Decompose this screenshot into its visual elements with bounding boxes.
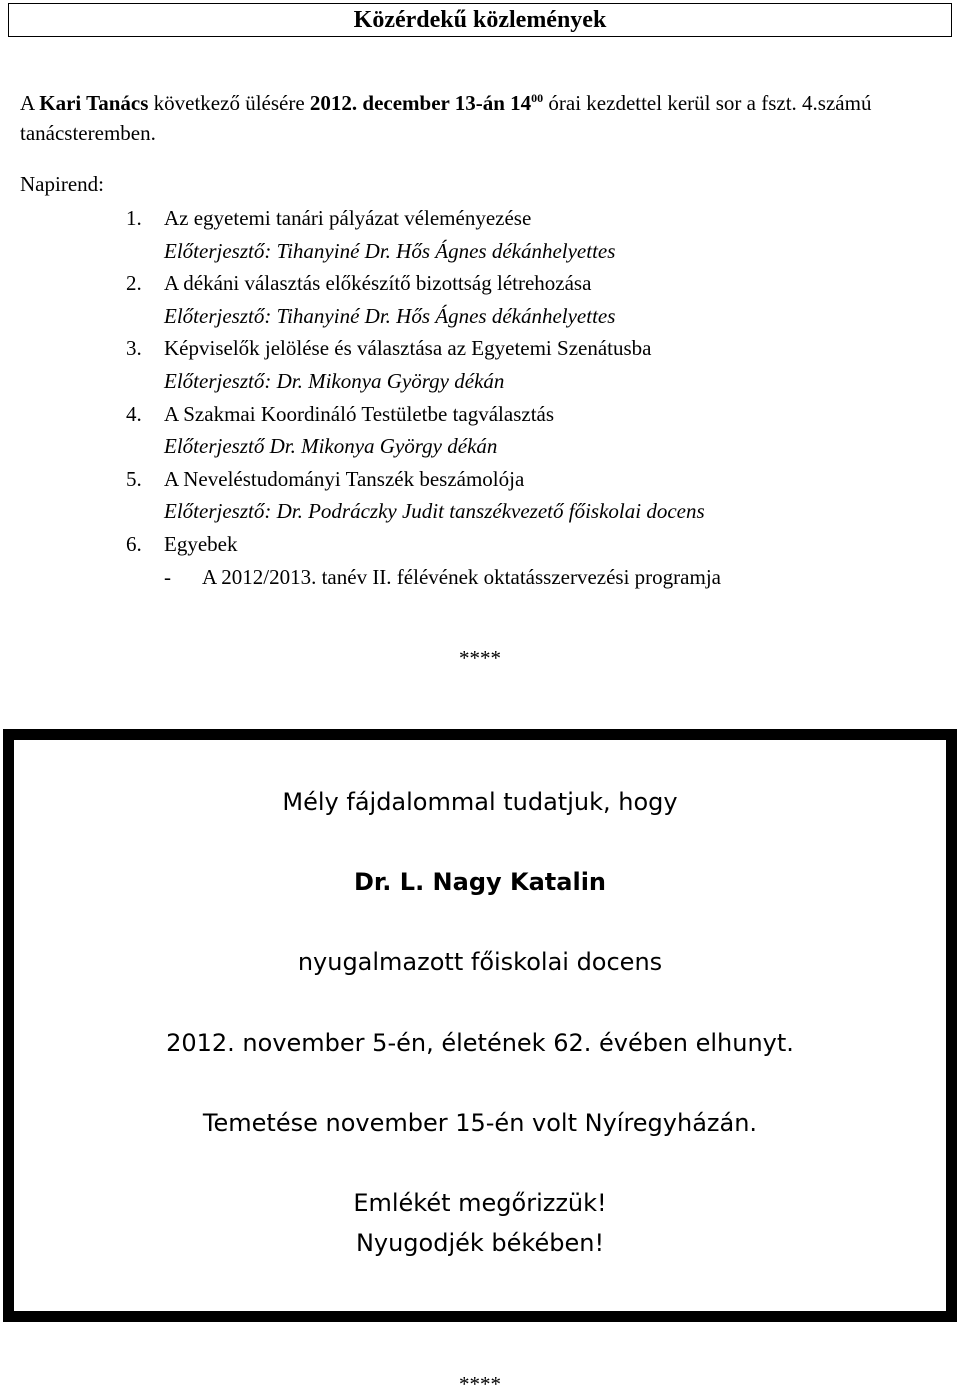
bottom-separator: **** xyxy=(459,1372,501,1396)
agenda-item-number: 4. xyxy=(126,401,142,426)
meeting-announcement xyxy=(20,88,945,148)
agenda-item xyxy=(126,267,721,300)
page-title-text: Közérdekű közlemények xyxy=(353,6,607,33)
intro-text-2: következő ülésére xyxy=(148,91,310,115)
obituary-funeral: Temetése november 15-én volt Nyíregyházán. xyxy=(202,1109,758,1137)
agenda-item-number: 1. xyxy=(126,206,142,230)
agenda-list xyxy=(126,202,721,593)
intro-text-1: A xyxy=(20,91,40,115)
agenda-sub-item xyxy=(126,561,721,594)
separator: **** xyxy=(459,646,501,670)
agenda-item-presenter: Előterjesztő: Tihanyiné Dr. Hős Ágnes dékánhelyettes xyxy=(164,303,616,328)
agenda-item-number: 5. xyxy=(126,466,142,491)
agenda-item-title: Az egyetemi tanári pályázat véleményezése xyxy=(164,206,532,230)
sub-item-text: A 2012/2013. tanév II. félévének oktatásszervezési programja xyxy=(202,564,721,589)
obituary-death-date: 2012. november 5-én, életének 62. évében elhunyt. xyxy=(166,1029,794,1057)
sub-item-dash: - xyxy=(164,564,171,589)
agenda-item-number: 3. xyxy=(126,336,142,361)
agenda-item xyxy=(126,463,721,496)
agenda-item xyxy=(126,398,721,431)
meeting-time-minutes: 00 xyxy=(531,91,544,105)
council-name: Kari Tanács xyxy=(39,91,149,115)
agenda-item-title: Képviselők jelölése és választása az Egyetemi Szenátusba xyxy=(164,336,652,361)
page-title xyxy=(8,3,952,37)
obituary-role: nyugalmazott főiskolai docens xyxy=(297,948,663,976)
agenda-item-title: A Szakmai Koordináló Testületbe tagválasztás xyxy=(164,401,555,426)
agenda-label: Napirend: xyxy=(20,172,104,196)
agenda-item-presenter: Előterjesztő: Dr. Podráczky Judit tanszékvezető főiskolai docens xyxy=(164,499,705,524)
agenda-item-title: A Neveléstudományi Tanszék beszámolója xyxy=(164,466,525,491)
agenda-item xyxy=(126,332,721,365)
agenda-item-title: A dékáni választás előkészítő bizottság létrehozása xyxy=(164,271,592,296)
agenda-item-presenter: Előterjesztő Dr. Mikonya György dékán xyxy=(164,434,498,459)
agenda-item-number: 2. xyxy=(126,271,142,296)
obituary-name: Dr. L. Nagy Katalin xyxy=(353,868,607,896)
obituary-notice xyxy=(3,729,957,1322)
agenda-item xyxy=(126,202,721,235)
agenda-item-number: 6. xyxy=(126,531,142,556)
obituary-memory: Emlékét megőrizzük! xyxy=(353,1189,607,1217)
agenda-item-presenter: Előterjesztő: Tihanyiné Dr. Hős Ágnes dékánhelyettes xyxy=(164,238,616,263)
intro-text-3: órai kezdettel kerül sor a fszt. 4.számú tanácsteremben. xyxy=(20,91,872,145)
obituary-rest: Nyugodjék békében! xyxy=(355,1229,605,1257)
agenda-item-presenter: Előterjesztő: Dr. Mikonya György dékán xyxy=(164,368,505,393)
agenda-item-title: Egyebek xyxy=(164,531,238,556)
obituary-intro: Mély fájdalommal tudatjuk, hogy xyxy=(282,788,678,816)
meeting-date: 2012. december 13-án 14 xyxy=(309,91,532,115)
agenda-item xyxy=(126,528,721,561)
